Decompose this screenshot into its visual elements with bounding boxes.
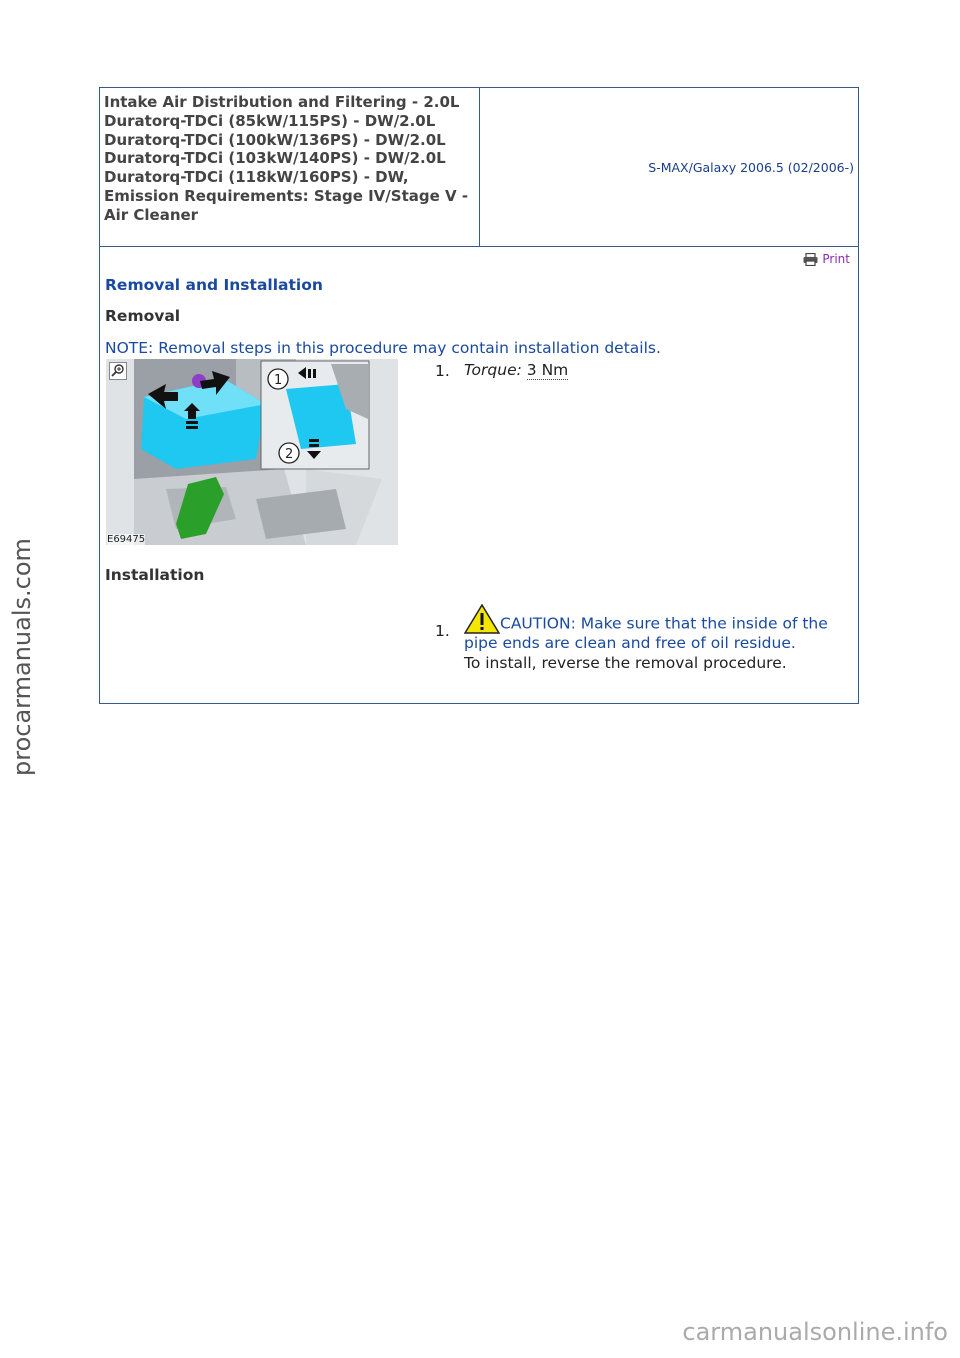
installation-heading: Installation [105,566,205,584]
svg-text:1: 1 [274,373,283,388]
installation-instruction: To install, reverse the removal procedure. [464,653,787,672]
caution-block [464,604,844,654]
torque-value[interactable]: 3 Nm [526,361,569,379]
model-text: S-MAX/Galaxy 2006.5 (02/2006-) [648,159,854,175]
removal-heading: Removal [105,307,181,325]
document-frame [99,87,859,704]
installation-step-number: 1. [435,622,450,640]
removal-step-number: 1. [435,362,450,380]
zoom-icon[interactable] [109,362,127,380]
header-row [100,88,858,247]
figure-label: E69475 [107,534,146,545]
bottom-watermark: carmanualsonline.info [682,1318,948,1346]
note-text: NOTE: Removal steps in this procedure may contain installation details. [105,339,661,357]
installation-step-body [464,604,844,673]
caution-text: CAUTION: Make sure that the inside of the pipe ends are clean and free of oil residue. [464,614,828,652]
section-title: Removal and Installation [105,276,323,294]
print-button[interactable] [803,252,850,266]
air-cleaner-illustration[interactable] [106,359,398,545]
page-title: Intake Air Distribution and Filtering - 2.0L Duratorq-TDCi (85kW/115PS) - DW/2.0L Duratorq-TDCi (100kW/136PS) - DW/2.0L Duratorq-TDCi (103kW/140PS) - DW/2.0L Duratorq-TDCi (118kW/160PS) - DW, Emission Requirements: Stage IV/Stage V - Air Cleaner [100,88,480,246]
warning-icon [464,604,500,634]
side-watermark-text: procarmanuals.com [8,538,36,776]
svg-text:2: 2 [285,447,294,462]
torque-label: Torque: [464,361,522,379]
print-label: Print [822,252,850,266]
removal-step-body [464,361,568,381]
printer-icon [803,253,818,266]
model-label [480,88,858,246]
